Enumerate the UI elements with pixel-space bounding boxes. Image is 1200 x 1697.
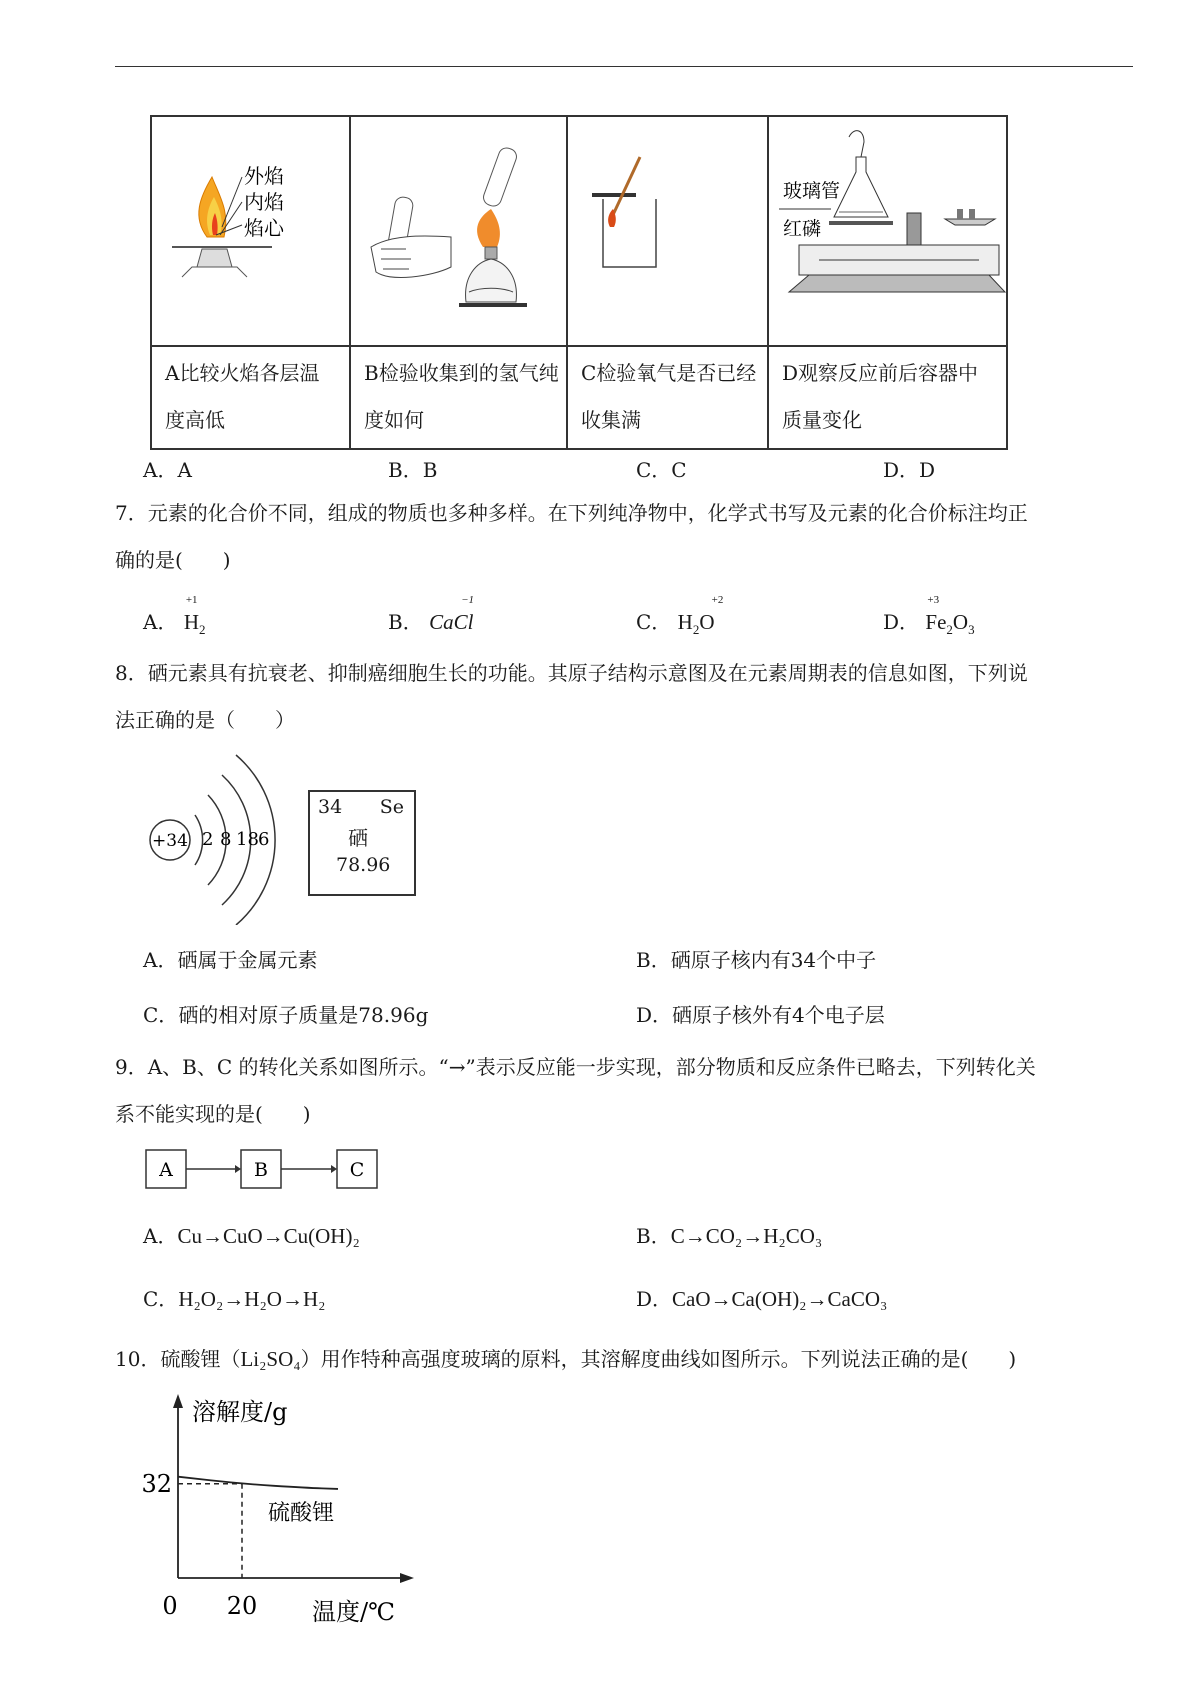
q7-stem-line1: 7．元素的化合价不同，组成的物质也多种多样。在下列纯净物中，化学式书写及元素的化合价标注均正 bbox=[115, 501, 1028, 525]
solubility-curve bbox=[178, 1477, 338, 1489]
q7-b-formula: CaCl bbox=[429, 610, 474, 634]
caption-b bbox=[350, 346, 567, 449]
balance-diagram bbox=[769, 117, 1006, 341]
flame-label-core: 焰心 bbox=[244, 216, 284, 240]
q9-option-c-label: C． bbox=[143, 1287, 179, 1311]
caption-a-line1: 比较火焰各层温 bbox=[179, 361, 320, 385]
q9-option-b-label: B． bbox=[636, 1224, 671, 1248]
q9-option-b[interactable] bbox=[636, 1220, 822, 1249]
q9-option-a-text: Cu→CuO→Cu(OH)₂ bbox=[177, 1224, 360, 1248]
q6-option-c[interactable]: C．C bbox=[636, 458, 687, 482]
oxygen-test-image-cell bbox=[567, 116, 768, 346]
se-atom-structure bbox=[140, 745, 280, 925]
balance-image-cell bbox=[768, 116, 1007, 346]
q8-option-c-label: C． bbox=[143, 1003, 179, 1027]
q7-d-sub1: 2 bbox=[946, 622, 953, 637]
q8-option-d-text: 硒原子核外有4个电子层 bbox=[672, 1003, 885, 1027]
q9-option-d-text: CaO→Ca(OH)₂→CaCO₃ bbox=[672, 1287, 888, 1311]
y-tick-32: 32 bbox=[141, 1469, 172, 1498]
caption-d-line2: 质量变化 bbox=[782, 408, 862, 432]
flame-diagram bbox=[152, 117, 349, 341]
q8-option-b-text: 硒原子核内有34个中子 bbox=[670, 948, 877, 972]
q7-d-charge: +3 bbox=[927, 594, 940, 606]
flame-image-cell bbox=[151, 116, 350, 346]
q9-option-d-label: D． bbox=[636, 1287, 673, 1311]
header-rule bbox=[115, 66, 1133, 67]
y-axis-label: 溶解度/g bbox=[192, 1398, 288, 1426]
q7-c-formula-a: H bbox=[677, 610, 693, 634]
q7-a-formula: H bbox=[183, 610, 199, 634]
balance-label-red-phosphorus: 红磷 bbox=[783, 218, 822, 240]
experiment-table bbox=[150, 115, 1008, 450]
caption-d bbox=[768, 346, 1007, 449]
caption-a bbox=[151, 346, 350, 449]
q9-stem-line1: 9．A、B、C 的转化关系如图所示。“→”表示反应能一步实现，部分物质和反应条件已略去，下列转化关 bbox=[115, 1055, 1036, 1079]
se-shell-3: 18 bbox=[236, 829, 259, 850]
caption-d-line1: 观察反应前后容器中 bbox=[798, 361, 979, 385]
caption-a-letter: A bbox=[165, 361, 180, 385]
q8-stem-line2: 法正确的是（ ） bbox=[115, 708, 295, 732]
flow-label-c: C bbox=[349, 1159, 365, 1181]
se-symbol: Se bbox=[379, 796, 404, 818]
q8-option-b-label: B． bbox=[636, 948, 671, 972]
q7-d-formula-b: O bbox=[952, 610, 969, 634]
q6-option-d[interactable]: D．D bbox=[883, 458, 936, 482]
q8-option-d[interactable] bbox=[636, 999, 885, 1028]
q8-option-b[interactable] bbox=[636, 944, 876, 973]
balance-label-glass-tube: 玻璃管 bbox=[783, 180, 841, 202]
q7-c-formula-b: O bbox=[699, 610, 715, 634]
se-shell-4: 6 bbox=[258, 829, 270, 850]
q10-stem-prefix: 10．硫酸锂（ bbox=[115, 1347, 241, 1371]
caption-c-letter: C bbox=[581, 361, 597, 385]
q10-stem-suffix: ）用作特种高强度玻璃的原料，其溶解度曲线如图所示。下列说法正确的是( ) bbox=[300, 1347, 1017, 1371]
q7-option-c[interactable] bbox=[636, 594, 724, 638]
x-axis-label: 温度/℃ bbox=[312, 1598, 395, 1626]
q8-option-d-label: D． bbox=[636, 1003, 673, 1027]
q6-option-b[interactable]: B．B bbox=[388, 458, 438, 482]
q10-formula: Li₂SO₄ bbox=[240, 1347, 301, 1371]
q7-d-sub2: 3 bbox=[968, 622, 975, 637]
q9-stem-line2: 系不能实现的是( ) bbox=[115, 1102, 311, 1126]
se-atomic-number: 34 bbox=[318, 796, 343, 818]
flow-label-b: B bbox=[254, 1159, 268, 1181]
oxygen-test-diagram bbox=[568, 117, 767, 341]
caption-b-line2: 度如何 bbox=[364, 408, 424, 432]
q8-option-a-text: 硒属于金属元素 bbox=[177, 948, 318, 972]
series-label: 硫酸锂 bbox=[268, 1501, 335, 1526]
hydrogen-test-image-cell bbox=[350, 116, 567, 346]
q7-a-charge: +1 bbox=[185, 594, 198, 606]
q7-option-a[interactable] bbox=[143, 594, 206, 638]
q7-b-charge: −1 bbox=[461, 594, 474, 606]
q7-stem-line2: 确的是( ) bbox=[115, 548, 231, 572]
q8-option-a[interactable] bbox=[143, 944, 317, 973]
q7-c-sub: 2 bbox=[692, 622, 700, 637]
caption-c-line2: 收集满 bbox=[581, 408, 641, 432]
caption-b-line1: 检验收集到的氢气纯 bbox=[378, 361, 559, 385]
q10-stem bbox=[115, 1336, 1016, 1383]
se-shell-2: 8 bbox=[220, 829, 232, 850]
flame-label-outer: 外焰 bbox=[244, 164, 284, 188]
q9-option-a[interactable] bbox=[143, 1220, 360, 1249]
flame-label-inner: 内焰 bbox=[244, 190, 284, 214]
q6-option-a[interactable]: A．A bbox=[143, 458, 192, 482]
caption-c bbox=[567, 346, 768, 449]
q9-option-c-text: H₂O₂→H₂O→H₂ bbox=[178, 1287, 326, 1311]
caption-c-line1: 检验氧气是否已经 bbox=[596, 361, 757, 385]
q7-option-b-label: B． bbox=[388, 610, 423, 634]
q8-option-c-text: 硒的相对原子质量是78.96g bbox=[178, 1003, 429, 1027]
q9-option-d[interactable] bbox=[636, 1283, 887, 1312]
x-tick-0: 0 bbox=[162, 1592, 178, 1620]
q7-option-a-label: A． bbox=[143, 610, 178, 634]
q7-option-c-label: C． bbox=[636, 610, 672, 634]
se-atomic-mass: 78.96 bbox=[336, 854, 391, 876]
q7-option-b[interactable] bbox=[388, 594, 474, 635]
x-axis-arrow bbox=[400, 1573, 414, 1583]
hydrogen-test-diagram bbox=[351, 117, 566, 341]
se-shell-1: 2 bbox=[202, 829, 214, 850]
q8-option-a-label: A． bbox=[143, 948, 178, 972]
se-periodic-card bbox=[308, 790, 416, 896]
solubility-chart bbox=[130, 1390, 430, 1630]
q9-option-a-label: A． bbox=[143, 1224, 178, 1248]
q8-stem-line1: 8．硒元素具有抗衰老、抑制癌细胞生长的功能。其原子结构示意图及在元素周期表的信息如图，下列说 bbox=[115, 661, 1028, 685]
se-name: 硒 bbox=[348, 826, 368, 850]
q9-option-b-text: C→CO₂→H₂CO₃ bbox=[670, 1224, 823, 1248]
q9-flow-diagram bbox=[140, 1148, 385, 1192]
q7-c-charge: +2 bbox=[711, 594, 724, 606]
caption-b-letter: B bbox=[364, 361, 379, 385]
caption-d-letter: D bbox=[782, 361, 799, 385]
q7-option-d-label: D． bbox=[883, 610, 920, 634]
y-axis-arrow bbox=[173, 1394, 183, 1408]
q9-option-c[interactable] bbox=[143, 1283, 325, 1312]
flow-label-a: A bbox=[159, 1159, 173, 1181]
caption-a-line2: 度高低 bbox=[165, 408, 225, 432]
q7-d-formula-a: Fe bbox=[925, 610, 947, 634]
q7-a-sub: 2 bbox=[198, 622, 206, 637]
se-nucleus-charge: +34 bbox=[152, 831, 188, 851]
q7-option-d[interactable] bbox=[883, 594, 975, 638]
x-tick-20: 20 bbox=[226, 1592, 258, 1620]
q8-option-c[interactable] bbox=[143, 999, 428, 1028]
